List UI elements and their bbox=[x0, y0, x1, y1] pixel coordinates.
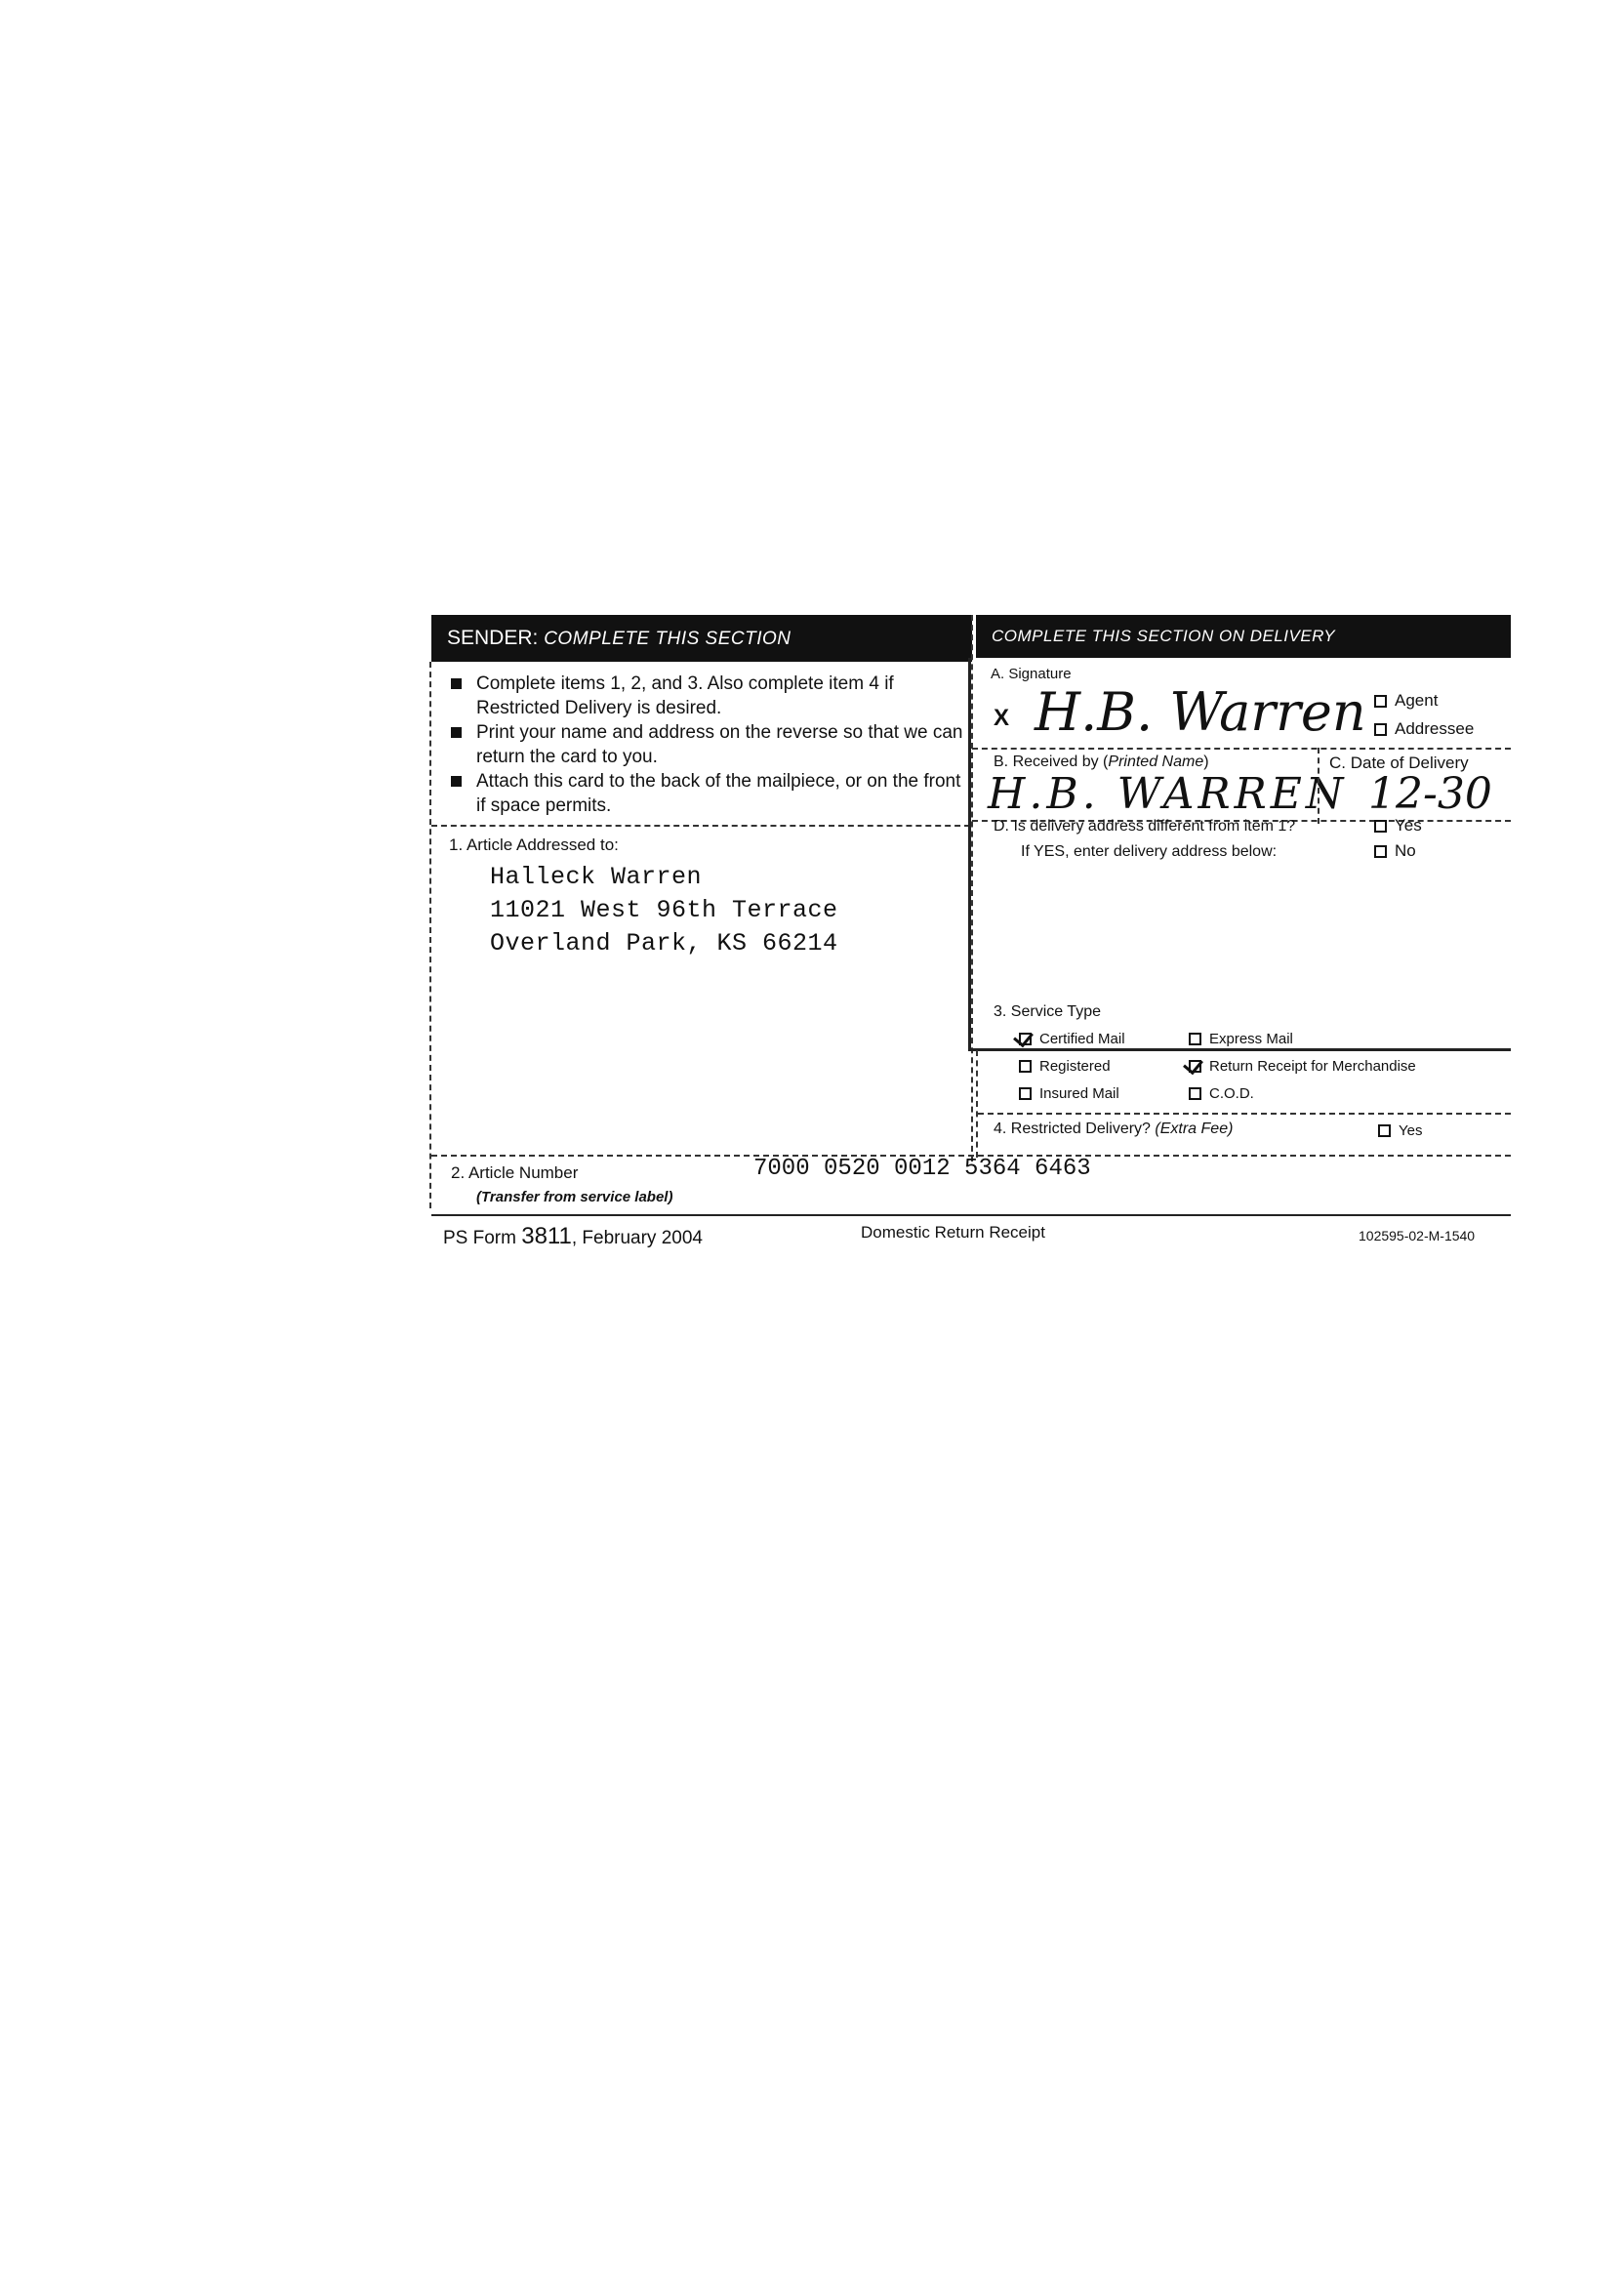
service-type-label: 3. Service Type bbox=[994, 1003, 1101, 1020]
address-line: Overland Park, KS 66214 bbox=[490, 929, 838, 958]
divider bbox=[431, 1214, 1511, 1216]
address-different-yes[interactable]: Yes bbox=[1374, 816, 1422, 835]
address-different-label: D. Is delivery address different from item 1? bbox=[994, 818, 1296, 835]
checkbox-icon bbox=[1019, 1087, 1032, 1100]
center-divider bbox=[971, 615, 973, 1161]
article-addressed-label: 1. Article Addressed to: bbox=[449, 835, 619, 854]
signature-x-mark: X bbox=[994, 705, 1010, 731]
received-by-handwriting: H.B. WARREN bbox=[988, 769, 1348, 819]
addressee-option[interactable]: Addressee bbox=[1374, 719, 1474, 739]
return-receipt-option[interactable]: Return Receipt for Merchandise bbox=[1189, 1058, 1416, 1075]
article-number-label: 2. Article Number bbox=[451, 1163, 579, 1182]
checkbox-icon bbox=[1374, 723, 1387, 736]
divider bbox=[1318, 748, 1320, 824]
delivery-box-border bbox=[968, 1048, 1511, 1051]
signature-handwriting: H.B. Warren bbox=[1035, 681, 1366, 743]
address-line: 11021 West 96th Terrace bbox=[490, 896, 838, 924]
address-different-no[interactable]: No bbox=[1374, 841, 1416, 861]
instruction-item: Attach this card to the back of the mailpiece, or on the front if space permits. bbox=[451, 769, 968, 818]
divider bbox=[978, 1113, 1511, 1115]
agent-option[interactable]: Agent bbox=[1374, 691, 1438, 711]
form-code: 102595-02-M-1540 bbox=[1359, 1228, 1476, 1243]
sender-header-suffix: COMPLETE THIS SECTION bbox=[544, 629, 792, 649]
checkbox-icon bbox=[1374, 695, 1387, 708]
checkbox-icon bbox=[1374, 845, 1387, 858]
delivery-section-header: COMPLETE THIS SECTION ON DELIVERY bbox=[976, 615, 1511, 658]
divider bbox=[976, 1050, 978, 1158]
instruction-item: Complete items 1, 2, and 3. Also complete item 4 if Restricted Delivery is desired. bbox=[451, 672, 968, 720]
checkbox-icon bbox=[1378, 1124, 1391, 1137]
bullet-icon bbox=[451, 776, 462, 787]
cod-option[interactable]: C.O.D. bbox=[1189, 1085, 1254, 1102]
delivery-box-border bbox=[968, 658, 971, 1050]
received-by-label: B. Received by (Printed Name) bbox=[994, 754, 1209, 770]
divider bbox=[972, 748, 1511, 750]
checkbox-checked-icon bbox=[1019, 1033, 1032, 1045]
express-mail-option[interactable]: Express Mail bbox=[1189, 1031, 1293, 1047]
signature-label: A. Signature bbox=[991, 666, 1072, 682]
bullet-icon bbox=[451, 727, 462, 738]
address-line: Halleck Warren bbox=[490, 863, 703, 891]
article-number-sublabel: (Transfer from service label) bbox=[476, 1189, 673, 1205]
return-receipt-card bbox=[429, 605, 1511, 1269]
restricted-delivery-label: 4. Restricted Delivery? (Extra Fee) bbox=[994, 1121, 1234, 1137]
checkbox-icon bbox=[1189, 1033, 1201, 1045]
if-yes-label: If YES, enter delivery address below: bbox=[1021, 843, 1278, 860]
sender-instructions bbox=[451, 672, 968, 818]
form-identifier: PS Form 3811, February 2004 bbox=[443, 1223, 703, 1249]
date-of-delivery-handwriting: 12-30 bbox=[1368, 769, 1492, 819]
restricted-delivery-yes[interactable]: Yes bbox=[1378, 1122, 1422, 1139]
divider bbox=[431, 825, 970, 827]
registered-option[interactable]: Registered bbox=[1019, 1058, 1111, 1075]
insured-mail-option[interactable]: Insured Mail bbox=[1019, 1085, 1119, 1102]
checkbox-icon bbox=[1019, 1060, 1032, 1073]
checkbox-checked-icon bbox=[1189, 1060, 1201, 1073]
sender-section-header bbox=[431, 615, 972, 662]
bullet-icon bbox=[451, 678, 462, 689]
certified-mail-option[interactable]: Certified Mail bbox=[1019, 1031, 1125, 1047]
left-border bbox=[429, 662, 431, 1208]
sender-header-prefix: SENDER: bbox=[447, 627, 539, 649]
recipient-address bbox=[490, 861, 838, 960]
instruction-item: Print your name and address on the reverse so that we can return the card to you. bbox=[451, 720, 968, 769]
checkbox-icon bbox=[1189, 1087, 1201, 1100]
form-title: Domestic Return Receipt bbox=[861, 1223, 1045, 1242]
date-of-delivery-label: C. Date of Delivery bbox=[1329, 754, 1469, 772]
checkbox-icon bbox=[1374, 820, 1387, 833]
article-number-value: 7000 0520 0012 5364 6463 bbox=[753, 1156, 1091, 1182]
